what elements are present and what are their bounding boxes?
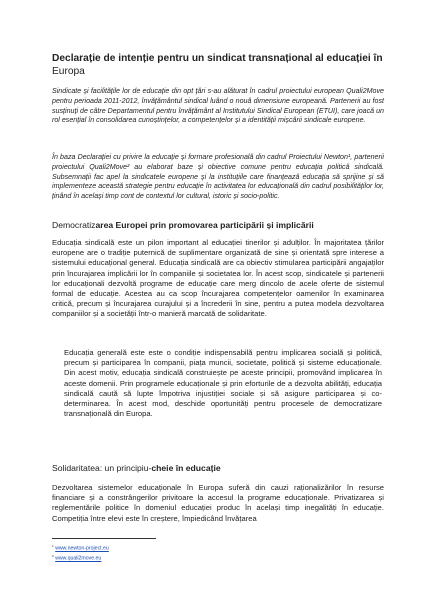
title-main: Declarație de intenție pentru un sindicat transnațional al educației în [52, 53, 383, 64]
footnote-2-number: 2 [52, 554, 54, 558]
document-title [52, 52, 384, 78]
footnote-1-number: 1 [52, 544, 54, 548]
section-heading-democratization [52, 220, 384, 231]
title-continuation: Europa [52, 66, 85, 77]
body-paragraph-2: Dezvoltarea sistemelor educaționale în Europa suferă din cauzi raționalizărilor în resurse financiare și a constrângerilor privitoare la accesul la programe educaționale. Privatizarea și reglementările politice în domeniul educației produc în același timp inegalități în educație. Competiția între elevi este în creștere, împiedicând învățarea [52, 483, 384, 523]
intro-paragraph-1: Sindicate și facilitățile lor de educație din opt țări s-au alăturat în cadrul proiectului european Quali2Move pentru perioada 2011-2012, învățământul sindical luând o nouă dimensiune europeană. Partenerii au fost susținuți de către Departamentul pentru învățământ al Institutului Sindical European (ETUI), care joacă un rol esențial în consolidarea cunoștințelor, a competențelor și a identității mișcării sindicale europene. [52, 87, 384, 125]
heading-1-bold: area Europei prin promovarea participării și implicării [95, 220, 314, 230]
body-paragraph-1: Educația sindicală este un pilon important al educației tinerilor și adulților. În majoritatea țărilor europene are o tradiție puternică de suplimentare organizată de sine și orientată spre interese a sistemului educațional general. Educația sindicală are ca obiectiv stimularea participării angajaților prin încurajarea implicării lor în companiile și societatea lor. În acest scop, sindicatele și partenerii lor educaționali dezvoltă programe de educație care merg dincolo de acele oferte de sistemul formal de educație. Acestea au ca scop încurajarea competențelor oamenilor în examinarea critică, precum și încurajarea curajului și a încrederii în sine, pentru a putea modela dezvoltarea companiilor și a societății într-o manieră marcată de solidaritate. [52, 238, 384, 319]
footnote-2 [52, 553, 101, 563]
footnote-2-link[interactable]: www.quali2move.eu [55, 555, 102, 562]
heading-2-normal: Solidaritatea: un principiu- [52, 463, 152, 473]
section-heading-solidarity [52, 463, 384, 474]
heading-1-normal: Democratiz [52, 220, 96, 230]
intro-paragraph-2: În baza Declarației cu privire la educație și formare profesională din cadrul Proiectului Newton¹, partenerii proiectului Quali2Move² au elaborat baze și obiective comune pentru educația politică sindicală. Subsemnații fac apel la sindicatele europene și la instituțiile care finanțează educația să sprijine și să implementeze această strategie pentru educație în activitatea lor educațională din cadrul posibilităților lor, ținând în același timp cont de contextul lor cultural, istoric și socio-politic. [52, 153, 384, 201]
indented-paragraph: Educația generală este este o condiție indispensabilă pentru implicarea socială și politică, precum și participarea în companii, piața muncii, societate, politică și sisteme educaționale. Din acest motiv, educația sindicală construiește pe aceste principii, promovând implicarea în aceste domenii. Prin programele educaționale și prin eforturile de a dezvolta abilități, educația sindicală caută să lupte împotriva injustiției sociale și să asigure participarea și co-determinarea. În acest mod, deschide oportunități pentru procesele de democratizare transnațională din Europa. [64, 348, 382, 419]
footnote-divider [52, 538, 156, 539]
footnote-1 [52, 543, 109, 553]
heading-2-bold: cheie în educație [151, 463, 221, 473]
footnote-1-link[interactable]: www.newton-project.eu [55, 545, 109, 552]
